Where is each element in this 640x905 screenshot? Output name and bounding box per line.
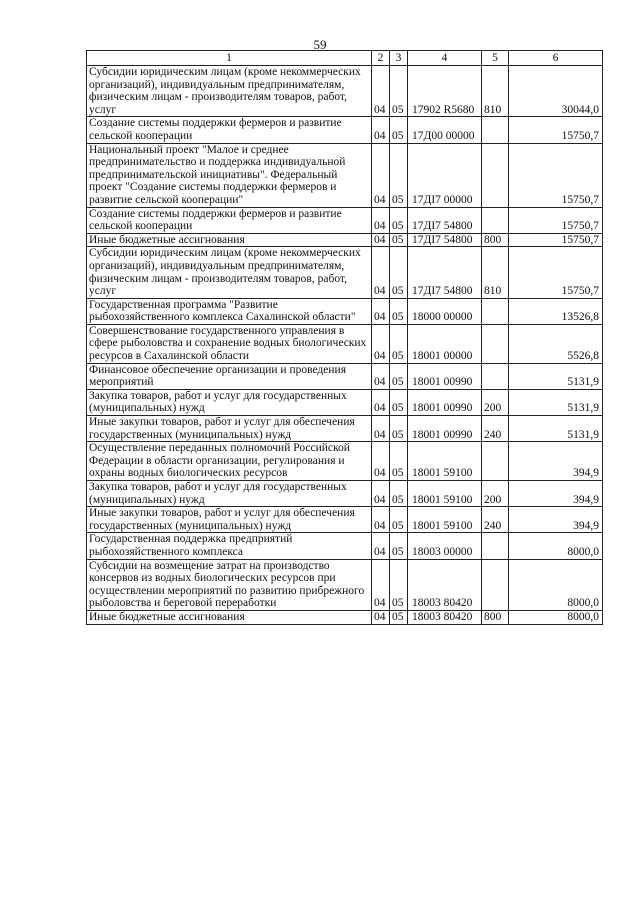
row-name-cell: Национальный проект "Малое и среднее предпринимательство и поддержка индивидуальной предпринимательской инициативы". Федеральный проект "Создание системы поддержки фермеров и развитие сельской кооперации" — [87, 143, 372, 207]
row-name-cell: Закупка товаров, работ и услуг для государственных (муниципальных) нужд — [87, 481, 372, 507]
row-cell-c4: 17ДI7 54800 — [408, 207, 482, 233]
column-header: 4 — [408, 51, 482, 66]
row-cell-c2: 04 — [372, 533, 390, 559]
row-name-cell: Закупка товаров, работ и услуг для государственных (муниципальных) нужд — [87, 389, 372, 415]
column-header: 3 — [390, 51, 408, 66]
row-cell-c3: 05 — [390, 610, 408, 624]
column-header: 1 — [87, 51, 372, 66]
row-cell-c2: 04 — [372, 324, 390, 363]
row-cell-c4: 18000 00000 — [408, 298, 482, 324]
row-cell-c4: 18001 00990 — [408, 389, 482, 415]
row-cell-c2: 04 — [372, 442, 390, 481]
row-name-cell: Иные бюджетные ассигнования — [87, 610, 372, 624]
row-cell-c2: 04 — [372, 559, 390, 610]
row-name-cell: Совершенствование государственного управления в сфере рыболовства и сохранение водных биологических ресурсов в Сахалинской области — [87, 324, 372, 363]
row-cell-c6: 15750,7 — [509, 143, 603, 207]
row-cell-c4: 18001 00990 — [408, 416, 482, 442]
row-cell-c6: 15750,7 — [509, 233, 603, 247]
column-header: 5 — [482, 51, 509, 66]
table-header-row — [87, 51, 603, 66]
budget-table — [86, 50, 603, 625]
table-row — [87, 143, 603, 207]
row-cell-c2: 04 — [372, 207, 390, 233]
row-cell-c4: 18001 00990 — [408, 363, 482, 389]
row-cell-c4: 18003 00000 — [408, 533, 482, 559]
row-cell-c4: 17Д00 00000 — [408, 117, 482, 143]
row-cell-c2: 04 — [372, 66, 390, 117]
row-cell-c2: 04 — [372, 117, 390, 143]
row-name-cell: Создание системы поддержки фермеров и развитие сельской кооперации — [87, 117, 372, 143]
row-cell-c2: 04 — [372, 481, 390, 507]
row-cell-c3: 05 — [390, 481, 408, 507]
row-name-cell: Осуществление переданных полномочий Российской Федерации в области организации, регулирования и охраны водных биологических ресурсов — [87, 442, 372, 481]
row-name-cell: Иные закупки товаров, работ и услуг для обеспечения государственных (муниципальных) нужд — [87, 507, 372, 533]
table-row — [87, 533, 603, 559]
row-cell-c4: 18001 00000 — [408, 324, 482, 363]
row-name-cell: Иные закупки товаров, работ и услуг для обеспечения государственных (муниципальных) нужд — [87, 416, 372, 442]
row-cell-c6: 394,9 — [509, 507, 603, 533]
row-cell-c3: 05 — [390, 442, 408, 481]
row-cell-c3: 05 — [390, 143, 408, 207]
table-row — [87, 117, 603, 143]
row-cell-c5 — [482, 324, 509, 363]
row-cell-c5 — [482, 298, 509, 324]
row-cell-c3: 05 — [390, 233, 408, 247]
row-cell-c4: 17ДI7 54800 — [408, 247, 482, 298]
row-name-cell: Создание системы поддержки фермеров и развитие сельской кооперации — [87, 207, 372, 233]
table-row — [87, 247, 603, 298]
table-row — [87, 207, 603, 233]
row-cell-c6: 15750,7 — [509, 207, 603, 233]
row-name-cell: Финансовое обеспечение организации и проведения мероприятий — [87, 363, 372, 389]
row-name-cell: Иные бюджетные ассигнования — [87, 233, 372, 247]
row-cell-c5 — [482, 207, 509, 233]
row-cell-c6: 5131,9 — [509, 363, 603, 389]
row-cell-c5: 800 — [482, 610, 509, 624]
row-name-cell: Государственная программа "Развитие рыбохозяйственного комплекса Сахалинской области" — [87, 298, 372, 324]
row-cell-c6: 8000,0 — [509, 533, 603, 559]
row-cell-c3: 05 — [390, 507, 408, 533]
row-cell-c6: 5131,9 — [509, 416, 603, 442]
row-cell-c3: 05 — [390, 559, 408, 610]
row-cell-c2: 04 — [372, 416, 390, 442]
row-cell-c3: 05 — [390, 363, 408, 389]
row-name-cell: Субсидии юридическим лицам (кроме некоммерческих организаций), индивидуальным предпринимателям, физическим лицам - производителям товаров, работ, услуг — [87, 247, 372, 298]
row-cell-c6: 394,9 — [509, 481, 603, 507]
table-row — [87, 298, 603, 324]
column-header: 6 — [509, 51, 603, 66]
table-row — [87, 416, 603, 442]
row-cell-c6: 5526,8 — [509, 324, 603, 363]
row-cell-c5 — [482, 363, 509, 389]
row-cell-c5: 240 — [482, 416, 509, 442]
row-cell-c6: 394,9 — [509, 442, 603, 481]
row-cell-c2: 04 — [372, 610, 390, 624]
row-cell-c5: 800 — [482, 233, 509, 247]
row-cell-c6: 30044,0 — [509, 66, 603, 117]
row-cell-c6: 13526,8 — [509, 298, 603, 324]
table-row — [87, 559, 603, 610]
row-cell-c3: 05 — [390, 416, 408, 442]
row-cell-c4: 18003 80420 — [408, 610, 482, 624]
column-header: 2 — [372, 51, 390, 66]
row-cell-c2: 04 — [372, 363, 390, 389]
row-cell-c3: 05 — [390, 324, 408, 363]
table-row — [87, 66, 603, 117]
row-cell-c5: 200 — [482, 481, 509, 507]
table-row — [87, 324, 603, 363]
row-cell-c3: 05 — [390, 117, 408, 143]
row-cell-c3: 05 — [390, 247, 408, 298]
row-cell-c3: 05 — [390, 389, 408, 415]
row-cell-c3: 05 — [390, 66, 408, 117]
row-cell-c4: 17902 R5680 — [408, 66, 482, 117]
row-cell-c5: 200 — [482, 389, 509, 415]
row-cell-c2: 04 — [372, 247, 390, 298]
row-cell-c3: 05 — [390, 298, 408, 324]
row-cell-c5 — [482, 533, 509, 559]
row-name-cell: Субсидии на возмещение затрат на производство консервов из водных биологических ресурсов при осуществлении мероприятий по развитию прибрежного рыболовства и береговой переработки — [87, 559, 372, 610]
row-cell-c5 — [482, 559, 509, 610]
row-cell-c4: 17ДI7 54800 — [408, 233, 482, 247]
row-cell-c4: 18003 80420 — [408, 559, 482, 610]
row-cell-c5 — [482, 442, 509, 481]
row-cell-c5: 810 — [482, 247, 509, 298]
row-cell-c4: 18001 59100 — [408, 507, 482, 533]
row-cell-c6: 15750,7 — [509, 117, 603, 143]
row-cell-c5: 810 — [482, 66, 509, 117]
row-cell-c6: 8000,0 — [509, 610, 603, 624]
row-cell-c2: 04 — [372, 389, 390, 415]
table-row — [87, 610, 603, 624]
page-number: 59 — [313, 37, 327, 52]
row-cell-c2: 04 — [372, 507, 390, 533]
row-cell-c4: 18001 59100 — [408, 442, 482, 481]
table-row — [87, 442, 603, 481]
row-name-cell: Субсидии юридическим лицам (кроме некоммерческих организаций), индивидуальным предпринимателям, физическим лицам - производителям товаров, работ, услуг — [87, 66, 372, 117]
row-cell-c6: 8000,0 — [509, 559, 603, 610]
table-row — [87, 233, 603, 247]
row-cell-c5 — [482, 143, 509, 207]
row-cell-c5 — [482, 117, 509, 143]
table-row — [87, 481, 603, 507]
row-cell-c6: 15750,7 — [509, 247, 603, 298]
row-cell-c4: 17ДI7 00000 — [408, 143, 482, 207]
table-row — [87, 363, 603, 389]
row-cell-c3: 05 — [390, 207, 408, 233]
row-cell-c3: 05 — [390, 533, 408, 559]
table-row — [87, 389, 603, 415]
row-cell-c4: 18001 59100 — [408, 481, 482, 507]
table-row — [87, 507, 603, 533]
row-name-cell: Государственная поддержка предприятий рыбохозяйственного комплекса — [87, 533, 372, 559]
row-cell-c5: 240 — [482, 507, 509, 533]
row-cell-c2: 04 — [372, 143, 390, 207]
row-cell-c6: 5131,9 — [509, 389, 603, 415]
row-cell-c2: 04 — [372, 298, 390, 324]
row-cell-c2: 04 — [372, 233, 390, 247]
